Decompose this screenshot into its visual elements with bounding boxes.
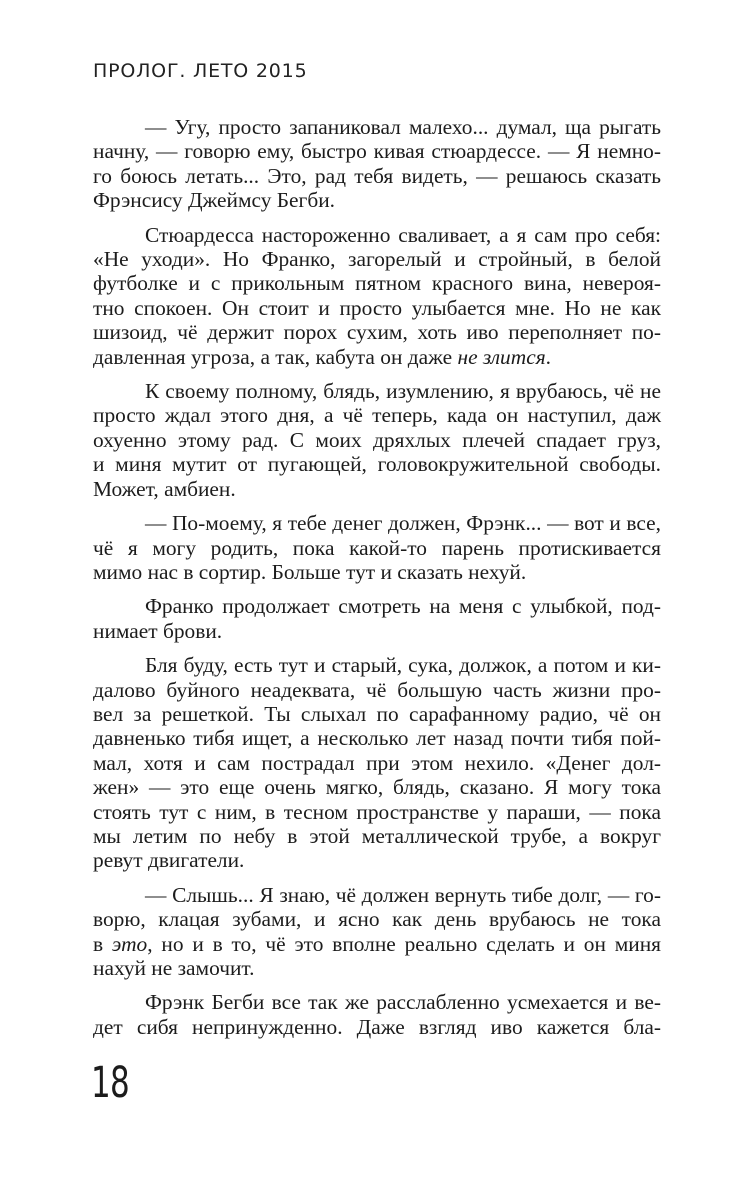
italic-text: это — [111, 931, 148, 956]
text-segment: Может, амбиен. — [93, 476, 236, 501]
running-header: ПРОЛОГ. ЛЕТО 2015 — [93, 60, 308, 82]
text-line — [93, 726, 661, 750]
text-segment: чё я могу родить, пока какой-то парень протискивается — [93, 535, 661, 560]
italic-text: не злится — [457, 344, 546, 369]
text-segment: мимо нас в сортир. Больше тут и сказать нехуй. — [93, 559, 527, 584]
text-line — [93, 653, 661, 677]
text-segment: нимает брови. — [93, 618, 223, 643]
text-segment: дет сибя непринужденно. Даже взгляд иво кажется бла- — [93, 1014, 661, 1039]
text-segment: — Слышь... Я знаю, чё должен вернуть тибе долг, — го- — [145, 882, 661, 907]
text-line — [93, 139, 661, 163]
text-segment: . — [545, 344, 552, 369]
text-line — [93, 452, 661, 476]
text-line — [93, 932, 661, 956]
text-line — [93, 800, 661, 824]
text-segment: шизоид, чё держит порох сухим, хоть иво переполняет по- — [93, 320, 661, 345]
text-line — [93, 164, 661, 188]
paragraph — [93, 379, 661, 501]
text-line — [93, 511, 661, 535]
text-line — [93, 824, 661, 848]
text-line — [93, 990, 661, 1014]
text-segment: нахуй не замочит. — [93, 956, 255, 980]
text-line — [93, 594, 661, 618]
text-line — [93, 560, 661, 584]
text-line — [93, 619, 661, 643]
text-line — [93, 907, 661, 931]
text-line — [93, 115, 661, 139]
text-line — [93, 223, 661, 247]
text-line — [93, 379, 661, 403]
paragraph — [93, 115, 661, 213]
text-segment: , но и в то, чё это вполне реально сделать и он миня — [147, 931, 662, 956]
text-segment: жен» — это еще очень мягко, блядь, сказано. Я могу тока — [93, 775, 661, 800]
text-line — [93, 296, 661, 320]
paragraph — [93, 883, 661, 981]
paragraph — [93, 653, 661, 873]
text-segment: Франко продолжает смотреть на меня с улыбкой, под- — [145, 594, 661, 619]
text-segment: в — [93, 931, 112, 956]
text-segment: просто ждал этого дня, а чё теперь, када он наступил, даж — [93, 403, 661, 428]
text-segment: мы летим по небу в этой металлической трубе, а вокруг — [93, 823, 661, 848]
text-segment: давленная угроза, а так, кабута он даже — [93, 344, 458, 369]
text-line — [93, 751, 661, 775]
text-segment: далово буйного неадеквата, чё большую часть жизни про- — [93, 677, 661, 702]
text-line — [93, 883, 661, 907]
text-segment: давненько тибя ищет, а несколько лет назад почти тибя пой- — [93, 726, 661, 751]
text-line — [93, 775, 661, 799]
text-segment: стоять тут с ним, в тесном пространстве у параши, — пока — [93, 799, 661, 824]
text-line — [93, 247, 661, 271]
text-line — [93, 477, 661, 501]
text-line — [93, 956, 661, 980]
text-segment: «Не уходи». Но Франко, загорелый и стройный, в белой — [93, 247, 661, 272]
text-segment: Стюардесса настороженно сваливает, а я сам про себя: — [145, 222, 661, 247]
text-line — [93, 678, 661, 702]
text-segment: начну, — говорю ему, быстро кивая стюардессе. — Я немно- — [93, 139, 661, 164]
text-segment: футболке и с прикольным пятном красного вина, невероя- — [93, 271, 661, 296]
text-segment: — Угу, просто запаниковал малехо... думал, ща рыгать — [145, 115, 661, 139]
text-segment: и миня мутит от пугающей, головокружительной свободы. — [93, 452, 661, 477]
text-segment: Фрэнсису Джеймсу Бегби. — [93, 188, 336, 213]
text-segment: го боюсь летать... Это, рад тебя видеть, — решаюсь сказать — [93, 163, 661, 188]
paragraph — [93, 594, 661, 643]
text-segment: ревут двигатели. — [93, 848, 245, 873]
text-segment: Бля буду, есть тут и старый, сука, должок, а потом и ки- — [145, 653, 661, 678]
paragraph — [93, 990, 661, 1039]
text-line — [93, 345, 661, 369]
text-segment: тно спокоен. Он стоит и просто улыбается мне. Но не как — [93, 295, 661, 320]
text-segment: — По-моему, я тебе денег должен, Фрэнк... — вот и все, — [145, 511, 661, 536]
text-segment: К своему полному, блядь, изумлению, я врубаюсь, чё не — [145, 379, 661, 404]
page-number: 18 — [91, 1058, 129, 1108]
paragraph — [93, 223, 661, 369]
text-line — [93, 403, 661, 427]
text-line — [93, 320, 661, 344]
body-text — [93, 115, 661, 1049]
text-line — [93, 271, 661, 295]
text-segment: мал, хотя и сам пострадал при этом нехило. «Денег дол- — [93, 750, 661, 775]
text-segment: охуенно этому рад. С моих дряхлых плечей спадает груз, — [93, 427, 661, 452]
text-line — [93, 848, 661, 872]
text-segment: вел за решеткой. Ты слыхал по сарафанному радио, чё он — [93, 701, 661, 726]
text-line — [93, 536, 661, 560]
text-line — [93, 702, 661, 726]
text-line — [93, 1015, 661, 1039]
text-segment: Фрэнк Бегби все так же расслабленно усмехается и ве- — [145, 990, 661, 1015]
text-line — [93, 428, 661, 452]
text-line — [93, 188, 661, 212]
text-segment: ворю, клацая зубами, и ясно как день врубаюсь не тока — [93, 907, 661, 932]
paragraph — [93, 511, 661, 584]
